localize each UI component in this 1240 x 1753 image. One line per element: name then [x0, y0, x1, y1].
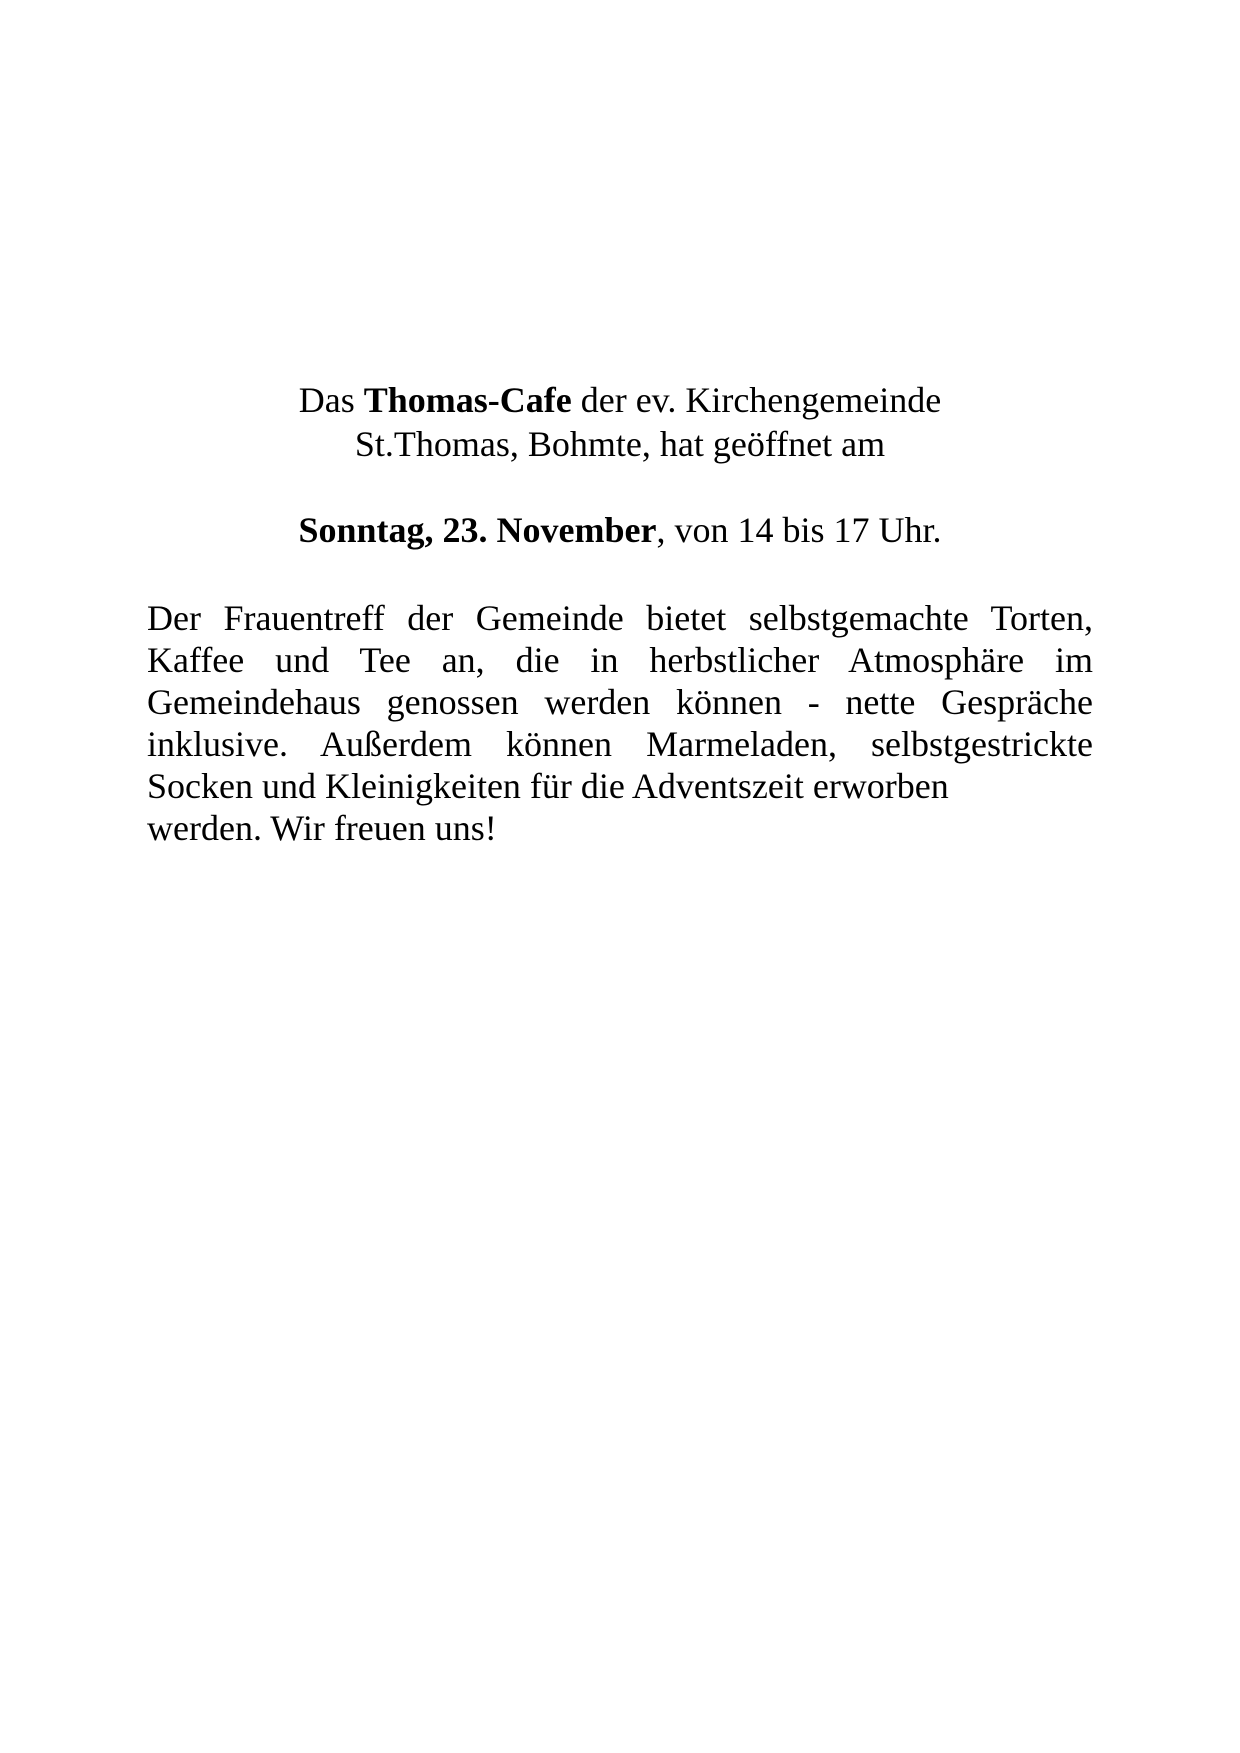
intro-prefix: Das [298, 380, 364, 420]
body-line: inklusive. Außerdem können Marmeladen, selbstgestrickte [147, 724, 1093, 764]
intro-line-1 [0, 378, 1240, 422]
body-line: werden. Wir freuen uns! [147, 808, 497, 848]
body-paragraph [147, 597, 1093, 849]
cafe-name: Thomas-Cafe [363, 380, 572, 420]
body-line: Der Frauentreff der Gemeinde bietet selbstgemachte Torten, [147, 598, 1093, 638]
intro-block [0, 378, 1240, 466]
event-date: Sonntag, 23. November [298, 510, 657, 550]
body-line: Gemeindehaus genossen werden können - nette Gespräche [147, 682, 1093, 722]
date-line [0, 508, 1240, 552]
intro-suffix: der ev. Kirchengemeinde [571, 380, 942, 420]
intro-line-2: St.Thomas, Bohmte, hat geöffnet am [354, 424, 886, 464]
body-line: Kaffee und Tee an, die in herbstlicher Atmosphäre im [147, 640, 1093, 680]
event-time: , von 14 bis 17 Uhr. [656, 510, 942, 550]
body-line: Socken und Kleinigkeiten für die Adventszeit erworben [147, 766, 949, 806]
